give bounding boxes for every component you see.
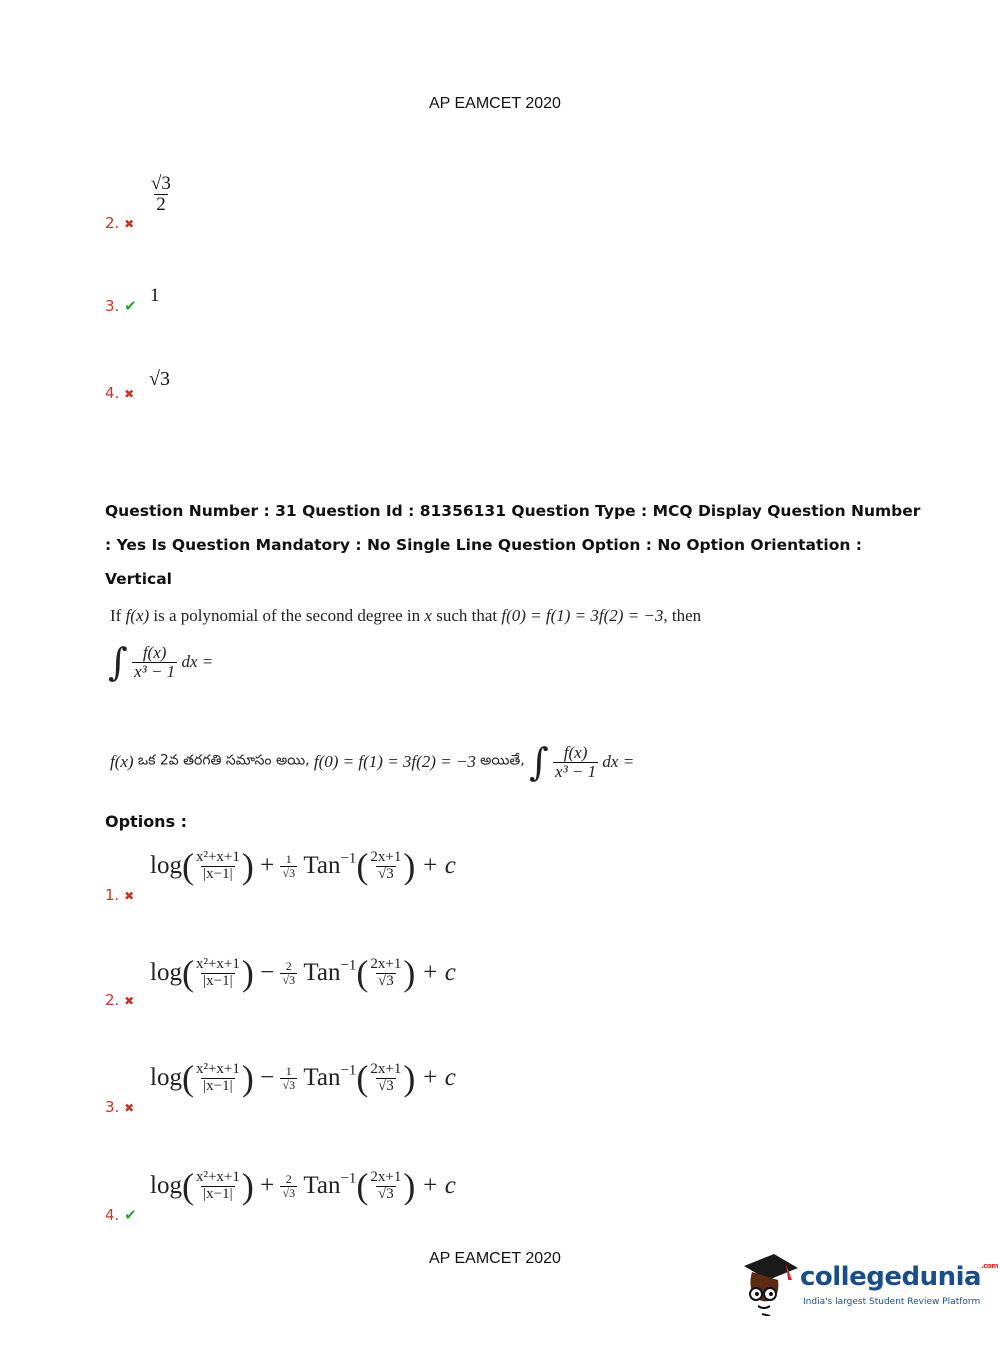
inverse-superscript: −1 <box>340 850 357 867</box>
wrong-mark-icon: ✖ <box>124 1101 135 1115</box>
coefficient-fraction <box>280 960 297 986</box>
page-header: AP EAMCET 2020 <box>429 95 561 112</box>
integrand-fraction <box>553 744 598 781</box>
integrand-numerator: f(x) <box>563 742 588 762</box>
tan-fraction <box>368 1170 403 1203</box>
correct-check-icon: ✔ <box>124 297 137 315</box>
question-meta-line: : Yes Is Question Mandatory : No Single Line Question Option : No Option Orientation : <box>105 536 862 554</box>
logo-mascot-icon <box>740 1250 798 1316</box>
question-meta <box>105 494 925 596</box>
question-text-part: is a polynomial of the second degree in <box>149 606 425 625</box>
condition: f(0) = f(1) = 3f(2) = −3 <box>313 752 476 771</box>
log-label: log <box>150 959 182 986</box>
option-number: 3. <box>105 297 120 315</box>
log-fraction <box>194 957 242 990</box>
coefficient-denominator: √3 <box>282 865 296 880</box>
option-number: 2. <box>105 991 120 1009</box>
dx-label: dx = <box>181 652 214 671</box>
wrong-mark-icon: ✖ <box>124 994 135 1008</box>
constant-term: + c <box>421 852 456 879</box>
question-meta-line: Vertical <box>105 570 172 588</box>
option-number: 2. <box>105 214 120 232</box>
option-row-3[interactable] <box>105 1060 585 1120</box>
tan-label: Tan <box>303 852 341 879</box>
tan-denominator: √3 <box>378 865 394 882</box>
options-label: Options : <box>105 812 188 831</box>
wrong-mark-icon: ✖ <box>124 889 135 903</box>
integral-sign: ∫ <box>528 740 549 784</box>
tan-label: Tan <box>303 959 341 986</box>
telugu-text: ఒక 2వ తరగతి సమాసం అయి, <box>137 752 310 769</box>
log-denominator: |x−1| <box>203 972 233 989</box>
option-value: √3 <box>149 368 170 390</box>
coefficient-numerator: 1 <box>285 1063 292 1078</box>
wrong-mark-icon: ✖ <box>124 387 135 401</box>
variable-symbol: x <box>424 606 432 625</box>
coefficient-fraction <box>280 1065 297 1091</box>
coefficient-fraction <box>280 853 297 879</box>
logo-tagline: India's largest Student Review Platform <box>803 1297 981 1307</box>
option-number: 3. <box>105 1098 120 1116</box>
tan-label: Tan <box>303 1064 341 1091</box>
integrand-denominator: x³ − 1 <box>134 661 176 681</box>
inverse-superscript: −1 <box>340 957 357 974</box>
tan-fraction <box>368 850 403 883</box>
wrong-mark-icon: ✖ <box>124 217 135 231</box>
telugu-text: అయితే, <box>480 752 525 769</box>
operator-sign: + <box>260 852 275 879</box>
log-numerator: x²+x+1 <box>195 1060 240 1077</box>
tan-fraction <box>368 957 403 990</box>
operator-sign: + <box>260 1172 275 1199</box>
option-expression: log( $\frac{\text{x²+x+1}}{|x-1|}$ ) − $\frac{1}{√3}$ Tan$^{-1}$( $\frac{2x+1}{√3}$ ) + c <box>150 1058 456 1098</box>
tan-numerator: 2x+1 <box>370 848 402 865</box>
constant-term: + c <box>421 959 456 986</box>
coefficient-numerator: 1 <box>285 851 292 866</box>
option-expression: log( $\frac{\text{x²+x+1}}{|x-1|}$ ) + $\frac{2}{√3}$ Tan$^{-1}$( $\frac{2x+1}{√3}$ ) + c <box>150 1166 456 1206</box>
inverse-superscript: −1 <box>340 1170 357 1187</box>
tan-numerator: 2x+1 <box>370 1168 402 1185</box>
coefficient-denominator: √3 <box>282 972 296 987</box>
log-denominator: |x−1| <box>203 1185 233 1202</box>
constant-term: + c <box>421 1064 456 1091</box>
tan-denominator: √3 <box>378 1077 394 1094</box>
question-text-part: such that <box>431 606 502 625</box>
option-value: 1 <box>150 285 160 306</box>
page-footer: AP EAMCET 2020 <box>429 1250 561 1267</box>
log-fraction <box>194 1062 242 1095</box>
function-symbol: f(x) <box>125 606 150 625</box>
coefficient-numerator: 2 <box>285 958 292 973</box>
question-text-telugu <box>110 740 634 784</box>
log-label: log <box>150 852 182 879</box>
integrand-denominator: x³ − 1 <box>555 761 597 781</box>
tan-denominator: √3 <box>378 972 394 989</box>
option-number: 4. <box>105 384 120 402</box>
option-number: 4. <box>105 1206 120 1224</box>
logo-suffix: .com <box>981 1262 998 1270</box>
integrand-fraction <box>132 644 177 681</box>
option-row-4[interactable] <box>105 1168 585 1228</box>
tan-numerator: 2x+1 <box>370 955 402 972</box>
question-text-part: , then <box>663 606 702 625</box>
question-text-part: If <box>110 606 126 625</box>
tan-numerator: 2x+1 <box>370 1060 402 1077</box>
operator-sign: − <box>260 1064 275 1091</box>
coefficient-denominator: √3 <box>282 1077 296 1092</box>
coefficient-fraction <box>280 1173 297 1199</box>
logo-name: collegedunia <box>800 1262 982 1292</box>
log-numerator: x²+x+1 <box>195 1168 240 1185</box>
option-expression: log( $\frac{\text{x²+x+1}}{|x-1|}$ ) + $\frac{1}{√3}$ Tan$^{-1}$( $\frac{2x+1}{√3}$ ) + c <box>150 846 456 886</box>
fraction-denominator: 2 <box>156 193 166 215</box>
option-expression: log( $\frac{\text{x²+x+1}}{|x-1|}$ ) − $\frac{2}{√3}$ Tan$^{-1}$( $\frac{2x+1}{√3}$ ) + c <box>150 953 456 993</box>
inverse-superscript: −1 <box>340 1062 357 1079</box>
integrand-numerator: f(x) <box>142 642 167 662</box>
log-label: log <box>150 1172 182 1199</box>
constant-term: + c <box>421 1172 456 1199</box>
collegedunia-logo <box>740 1250 998 1320</box>
tan-denominator: √3 <box>378 1185 394 1202</box>
log-numerator: x²+x+1 <box>195 848 240 865</box>
question-text-english <box>110 606 701 626</box>
question-meta-line: Question Number : 31 Question Id : 81356131 Question Type : MCQ Display Question Number <box>105 502 921 520</box>
logo-wordmark <box>800 1262 998 1292</box>
coefficient-numerator: 2 <box>285 1171 292 1186</box>
integral-english <box>108 640 213 684</box>
log-numerator: x²+x+1 <box>195 955 240 972</box>
option-value <box>149 174 173 215</box>
option-number: 1. <box>105 886 120 904</box>
tan-fraction <box>368 1062 403 1095</box>
correct-check-icon: ✔ <box>124 1206 137 1224</box>
function-symbol: f(x) <box>110 752 134 771</box>
option-row-2[interactable] <box>105 955 585 1015</box>
fraction-numerator: √3 <box>151 173 171 194</box>
integral-sign: ∫ <box>108 640 128 684</box>
log-label: log <box>150 1064 182 1091</box>
option-row-1[interactable] <box>105 848 585 908</box>
log-fraction <box>194 850 242 883</box>
operator-sign: − <box>260 959 275 986</box>
log-fraction <box>194 1170 242 1203</box>
coefficient-denominator: √3 <box>282 1185 296 1200</box>
dx-label: dx = <box>602 752 635 771</box>
log-denominator: |x−1| <box>203 865 233 882</box>
log-denominator: |x−1| <box>203 1077 233 1094</box>
tan-label: Tan <box>303 1172 341 1199</box>
condition: f(0) = f(1) = 3f(2) = −3 <box>501 606 664 625</box>
